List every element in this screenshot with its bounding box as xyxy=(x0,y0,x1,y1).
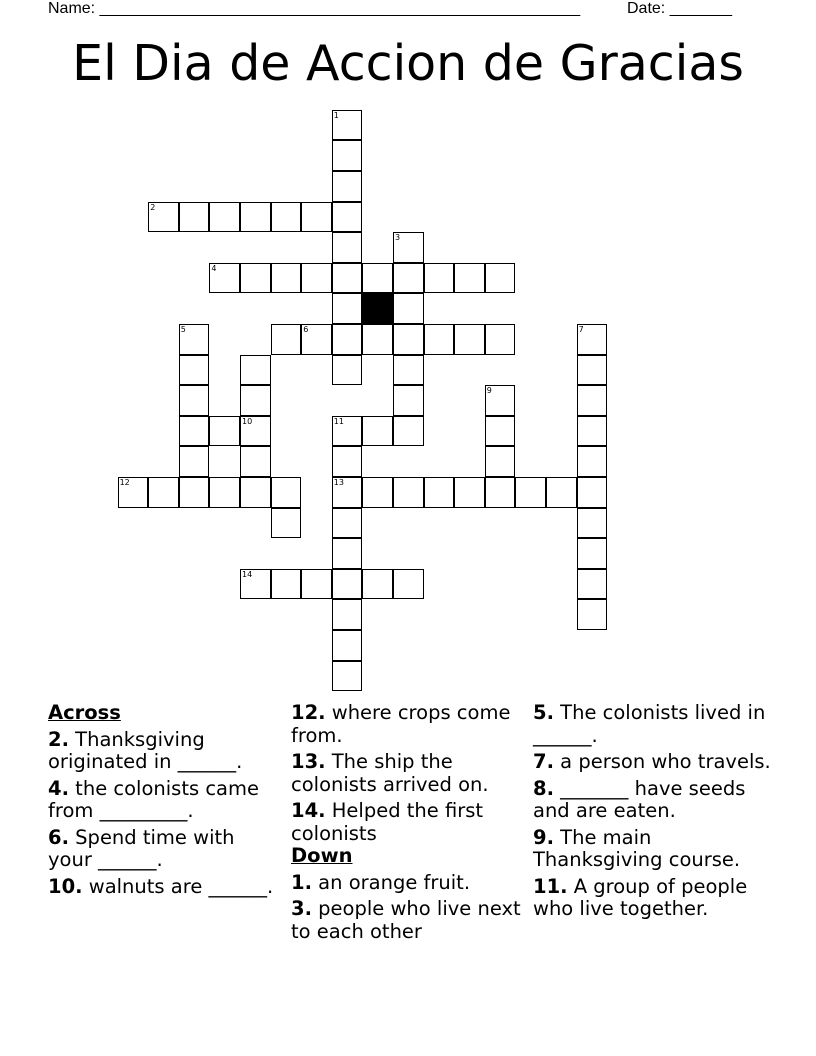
crossword-cell[interactable] xyxy=(577,599,608,630)
crossword-cell[interactable] xyxy=(393,416,424,447)
cell-number: 4 xyxy=(211,263,217,273)
crossword-cell[interactable] xyxy=(577,569,608,600)
clue-text: _______ have seeds and are eaten. xyxy=(533,776,746,822)
clue-item xyxy=(533,702,773,747)
crossword-cell[interactable] xyxy=(209,263,240,294)
crossword-cell[interactable] xyxy=(393,293,424,324)
crossword-cell[interactable] xyxy=(332,263,363,294)
crossword-cell[interactable] xyxy=(332,661,363,692)
crossword-cell[interactable] xyxy=(332,538,363,569)
clue-number: 11. xyxy=(533,874,568,898)
clue-item xyxy=(48,827,283,872)
crossword-cell[interactable] xyxy=(332,508,363,539)
clue-item xyxy=(291,702,526,747)
clue-number: 14. xyxy=(291,799,326,822)
crossword-cell[interactable] xyxy=(546,477,577,508)
crossword-cell[interactable] xyxy=(271,263,302,294)
clue-text: walnuts are ______. xyxy=(82,874,274,898)
crossword-cell[interactable] xyxy=(393,324,424,355)
clue-text: an orange fruit. xyxy=(311,870,471,894)
crossword-cell[interactable] xyxy=(362,477,393,508)
crossword-cell[interactable] xyxy=(209,477,240,508)
clue-column-3 xyxy=(533,702,773,921)
clue-number: 13. xyxy=(291,750,326,773)
crossword-cell[interactable] xyxy=(577,324,608,355)
crossword-cell[interactable] xyxy=(577,385,608,416)
crossword-cell[interactable] xyxy=(577,416,608,447)
crossword-cell[interactable] xyxy=(515,477,546,508)
crossword-cell[interactable] xyxy=(332,477,363,508)
crossword-cell[interactable] xyxy=(485,324,516,355)
crossword-cell[interactable] xyxy=(179,416,210,447)
clue-number: 12. xyxy=(291,701,326,724)
crossword-cell[interactable] xyxy=(209,416,240,447)
clue-text: the colonists came from _________. xyxy=(48,776,259,822)
crossword-cell[interactable] xyxy=(424,324,455,355)
crossword-cell[interactable] xyxy=(424,477,455,508)
clue-item xyxy=(291,898,526,943)
clue-text: people who live next to each other xyxy=(291,897,521,943)
clue-text: Spend time with your ______. xyxy=(48,825,235,871)
crossword-block-cell xyxy=(362,293,393,324)
cell-number: 2 xyxy=(150,202,156,212)
crossword-cell[interactable] xyxy=(577,508,608,539)
crossword-cell[interactable] xyxy=(332,171,363,202)
clue-item xyxy=(48,778,283,823)
crossword-cell[interactable] xyxy=(332,110,363,141)
crossword-cell[interactable] xyxy=(454,324,485,355)
crossword-cell[interactable] xyxy=(301,202,332,233)
crossword-cell[interactable] xyxy=(577,355,608,386)
clue-section-header: Across xyxy=(48,701,121,724)
clue-text: A group of people who live together. xyxy=(533,874,748,920)
clue-number: 1. xyxy=(291,870,312,894)
crossword-cell[interactable] xyxy=(332,569,363,600)
crossword-cell[interactable] xyxy=(332,293,363,324)
page-title: El Dia de Accion de Gracias xyxy=(72,35,744,92)
clue-section-header: Down xyxy=(291,844,353,867)
cell-number: 7 xyxy=(578,325,584,334)
clue-text: where crops come from. xyxy=(291,701,511,747)
clue-item xyxy=(291,751,526,796)
crossword-cell[interactable] xyxy=(332,324,363,355)
crossword-cell[interactable] xyxy=(179,385,210,416)
clue-number: 2. xyxy=(48,727,69,751)
crossword-cell[interactable] xyxy=(179,477,210,508)
crossword-cell[interactable] xyxy=(393,569,424,600)
crossword-cell[interactable] xyxy=(332,446,363,477)
crossword-cell[interactable] xyxy=(393,385,424,416)
crossword-cell[interactable] xyxy=(148,202,179,233)
cell-number: 11 xyxy=(333,416,344,426)
cell-number: 12 xyxy=(119,478,130,487)
crossword-cell[interactable] xyxy=(332,232,363,263)
crossword-cell[interactable] xyxy=(424,263,455,294)
cell-number: 5 xyxy=(180,325,186,334)
crossword-cell[interactable] xyxy=(179,446,210,477)
crossword-cell[interactable] xyxy=(240,385,271,416)
clue-text: a person who travels. xyxy=(553,750,771,773)
crossword-cell[interactable] xyxy=(271,569,302,600)
clue-text: Thanksgiving originated in ______. xyxy=(48,727,243,773)
crossword-cell[interactable] xyxy=(179,202,210,233)
crossword-cell[interactable] xyxy=(301,569,332,600)
clue-text: The main Thanksgiving course. xyxy=(533,825,741,871)
clue-number: 3. xyxy=(291,897,312,920)
cell-number: 10 xyxy=(242,416,253,426)
clue-item xyxy=(533,751,773,774)
clue-number: 7. xyxy=(533,750,554,773)
crossword-cell[interactable] xyxy=(393,232,424,263)
date-field-label: Date: _______ xyxy=(627,0,732,17)
crossword-cell[interactable] xyxy=(577,477,608,508)
crossword-cell[interactable] xyxy=(301,263,332,294)
clue-text: Helped the first colonists xyxy=(291,799,484,845)
clue-item xyxy=(291,800,526,845)
clue-item xyxy=(533,827,773,872)
crossword-cell[interactable] xyxy=(485,385,516,416)
crossword-cell[interactable] xyxy=(362,324,393,355)
clue-item xyxy=(533,876,773,921)
crossword-cell[interactable] xyxy=(577,446,608,477)
crossword-cell[interactable] xyxy=(240,477,271,508)
crossword-cell[interactable] xyxy=(393,263,424,294)
clue-column-1 xyxy=(48,702,283,898)
clue-item xyxy=(291,872,526,895)
cell-number: 9 xyxy=(486,386,492,396)
crossword-cell[interactable] xyxy=(179,355,210,386)
crossword-cell[interactable] xyxy=(485,263,516,294)
cell-number: 13 xyxy=(333,478,344,487)
crossword-cell[interactable] xyxy=(240,569,271,600)
clue-text: The colonists lived in ______. xyxy=(533,701,766,747)
crossword-cell[interactable] xyxy=(209,202,240,233)
clue-number: 5. xyxy=(533,701,554,724)
crossword-cell[interactable] xyxy=(362,416,393,447)
crossword-cell[interactable] xyxy=(240,355,271,386)
crossword-cell[interactable] xyxy=(240,446,271,477)
cell-number: 1 xyxy=(333,110,339,120)
crossword-cell[interactable] xyxy=(454,263,485,294)
crossword-cell[interactable] xyxy=(393,355,424,386)
name-field-label: Name: ______________________________________________________ xyxy=(48,0,581,17)
crossword-cell[interactable] xyxy=(271,324,302,355)
cell-number: 14 xyxy=(242,569,253,579)
clue-column-2 xyxy=(291,702,526,943)
crossword-cell[interactable] xyxy=(271,202,302,233)
crossword-cell[interactable] xyxy=(332,140,363,171)
clue-number: 10. xyxy=(48,874,83,898)
crossword-cell[interactable] xyxy=(179,324,210,355)
crossword-cell[interactable] xyxy=(332,202,363,233)
crossword-cell[interactable] xyxy=(118,477,149,508)
clue-item xyxy=(48,876,283,899)
crossword-cell[interactable] xyxy=(485,416,516,447)
clue-number: 8. xyxy=(533,776,554,800)
cell-number: 6 xyxy=(303,325,309,334)
crossword-cell[interactable] xyxy=(485,446,516,477)
clue-item xyxy=(48,729,283,774)
crossword-cell[interactable] xyxy=(271,508,302,539)
crossword-cell[interactable] xyxy=(362,263,393,294)
crossword-cell[interactable] xyxy=(485,477,516,508)
crossword-cell[interactable] xyxy=(240,202,271,233)
crossword-cell[interactable] xyxy=(362,569,393,600)
cell-number: 3 xyxy=(395,233,401,243)
crossword-cell[interactable] xyxy=(577,538,608,569)
clue-item xyxy=(533,778,773,823)
crossword-cell[interactable] xyxy=(332,416,363,447)
crossword-cell[interactable] xyxy=(332,355,363,386)
crossword-cell[interactable] xyxy=(332,599,363,630)
crossword-cell[interactable] xyxy=(240,263,271,294)
crossword-cell[interactable] xyxy=(271,477,302,508)
crossword-cell[interactable] xyxy=(148,477,179,508)
crossword-cell[interactable] xyxy=(301,324,332,355)
clue-text: The ship the colonists arrived on. xyxy=(291,750,489,796)
crossword-cell[interactable] xyxy=(240,416,271,447)
clue-number: 9. xyxy=(533,825,554,849)
crossword-cell[interactable] xyxy=(332,630,363,661)
clue-number: 6. xyxy=(48,825,69,849)
crossword-cell[interactable] xyxy=(454,477,485,508)
crossword-cell[interactable] xyxy=(393,477,424,508)
clue-number: 4. xyxy=(48,776,69,800)
